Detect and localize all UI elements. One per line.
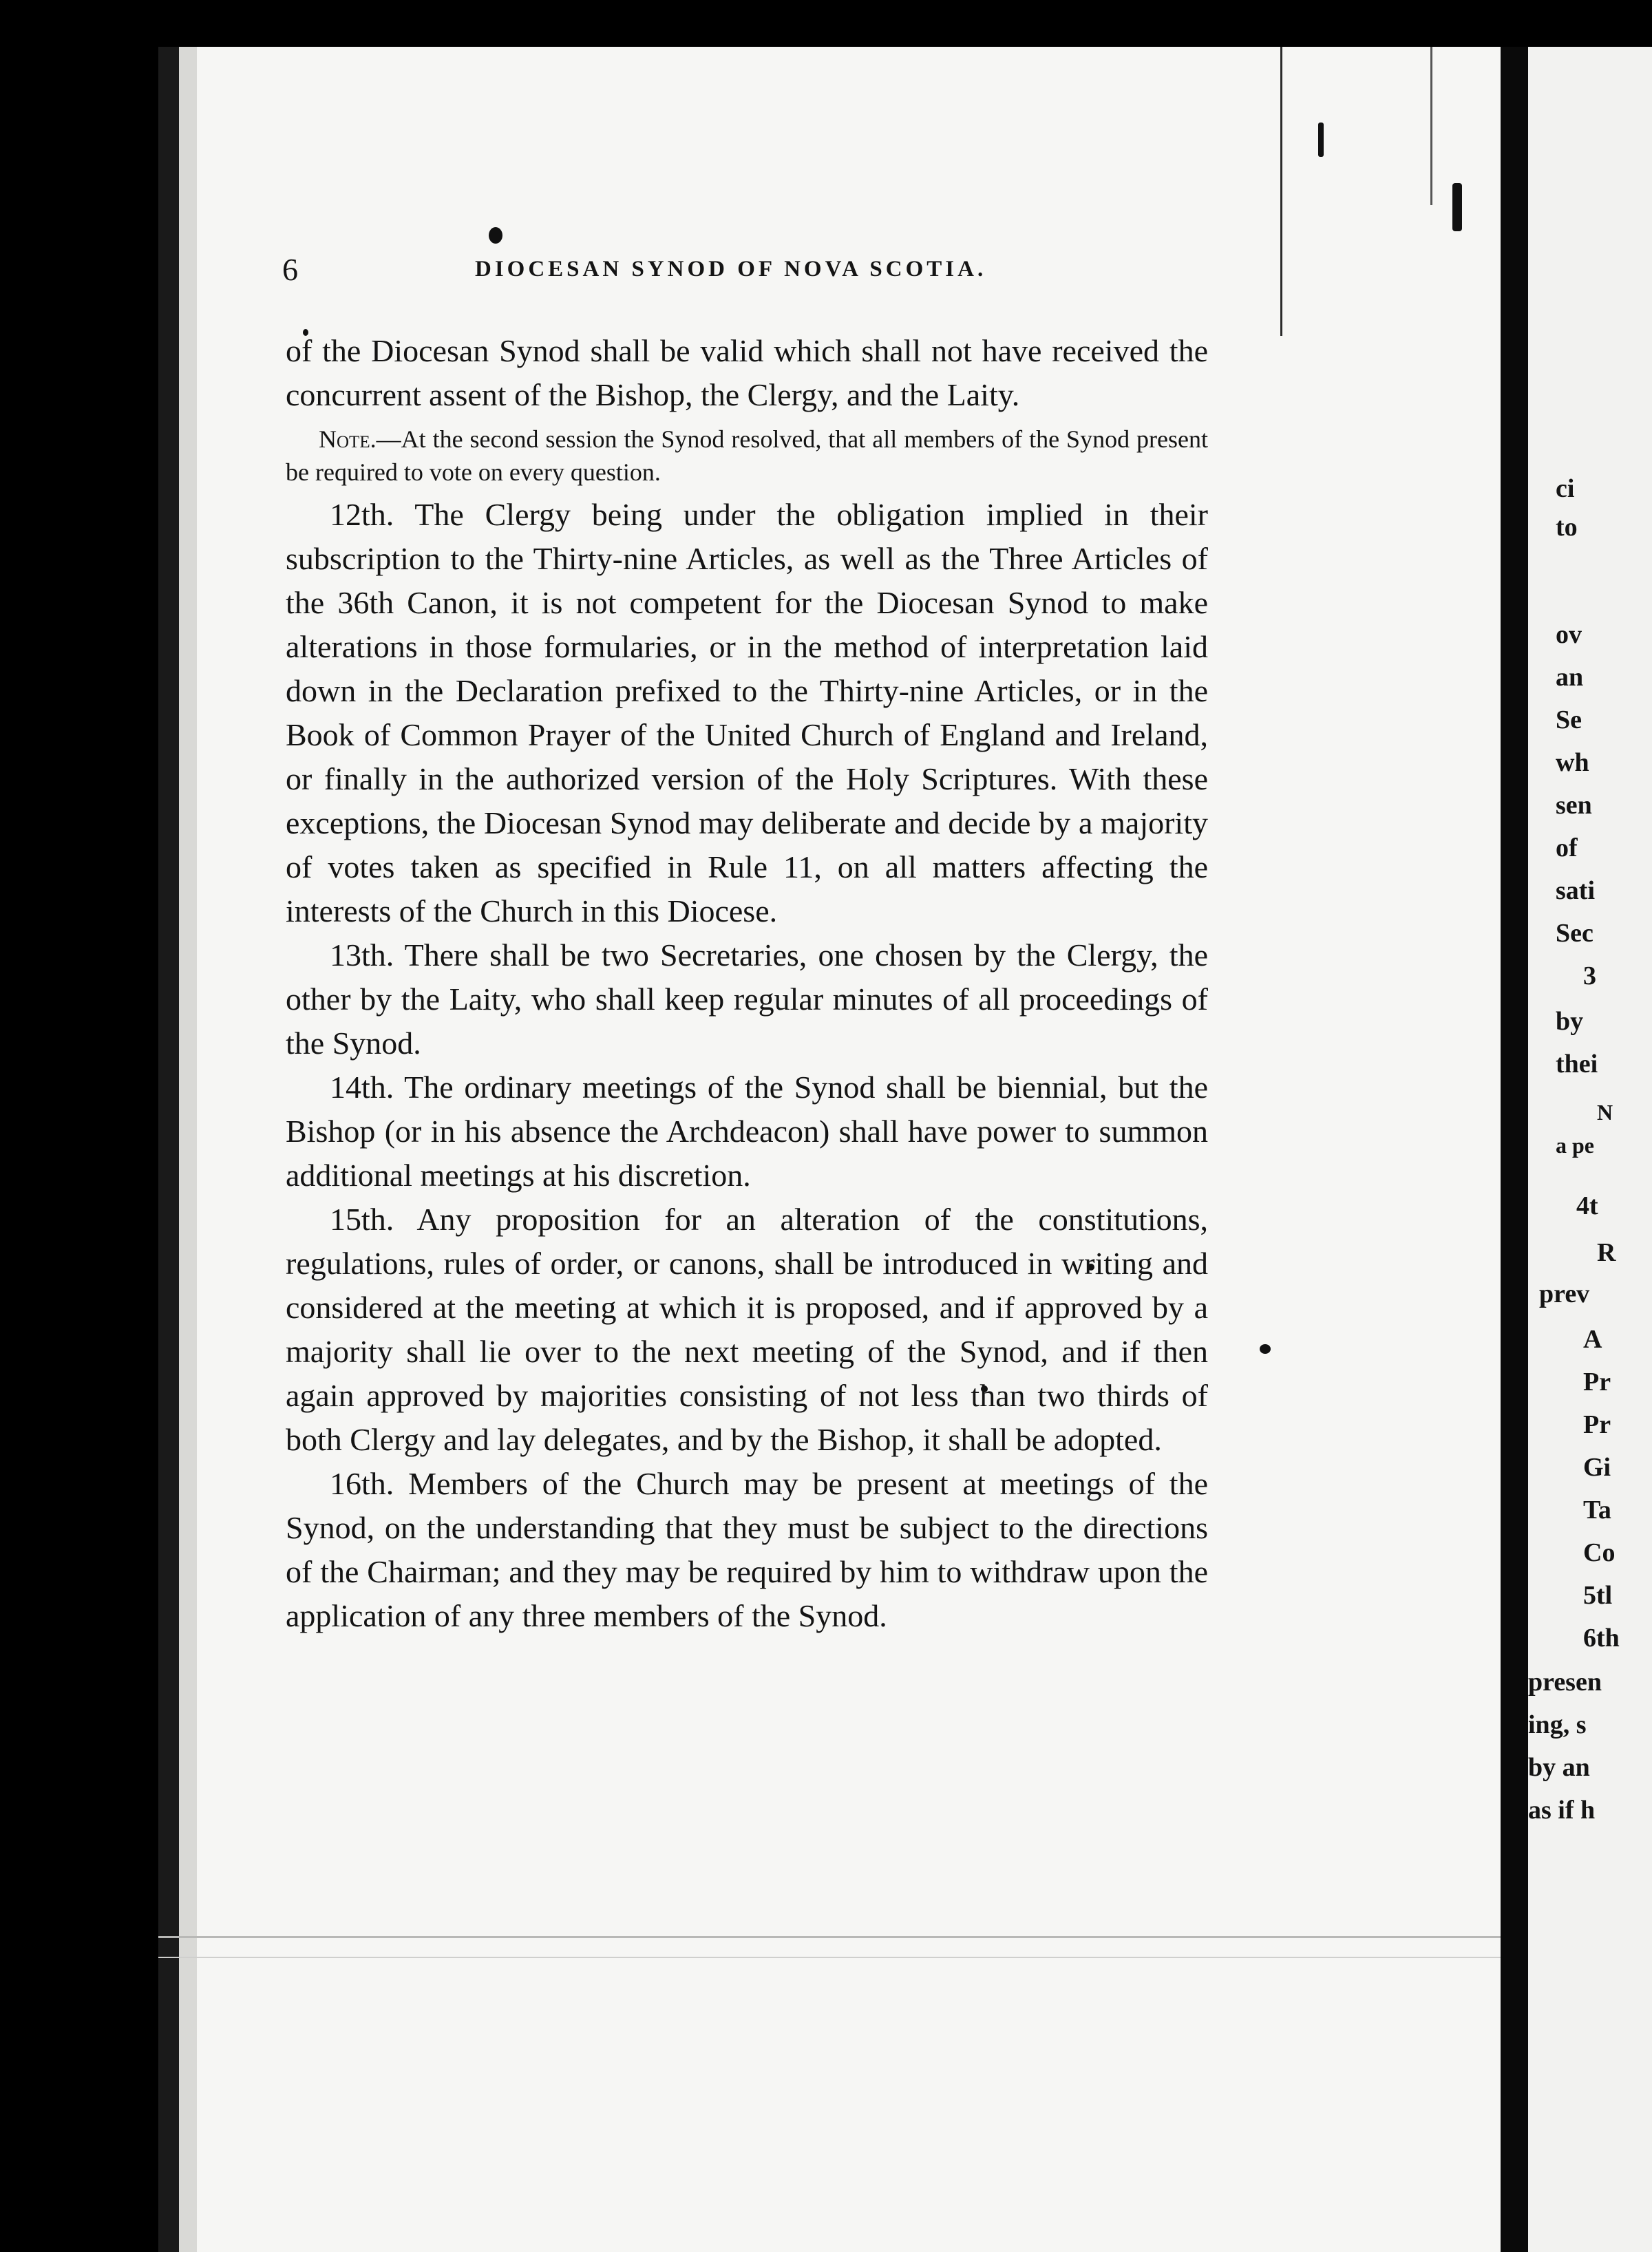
- facing-fragment: as if h: [1528, 1796, 1596, 1825]
- fold-line: [158, 1936, 1501, 1938]
- page-header: [282, 251, 1177, 286]
- fold-line: [158, 1957, 1501, 1958]
- facing-fragment: wh: [1556, 748, 1589, 777]
- facing-fragment: a pe: [1556, 1133, 1594, 1158]
- note-label: Note.: [319, 425, 377, 453]
- facing-fragment: A: [1583, 1325, 1602, 1354]
- note-text: —At the second session the Synod resolved, that all members of the Synod present be required to vote on every question.: [286, 425, 1208, 486]
- rule-14-paragraph: 14th. The ordinary meetings of the Synod shall be biennial, but the Bishop (or in his absence the Archdeacon) shall have power to summon additional meetings at his discretion.: [286, 1070, 1208, 1193]
- facing-fragment: ov: [1556, 620, 1582, 649]
- facing-fragment: 5tl: [1583, 1581, 1613, 1610]
- ink-speck: [1260, 1344, 1271, 1354]
- facing-fragment: 4t: [1576, 1191, 1598, 1220]
- facing-fragment: Pr: [1583, 1368, 1611, 1396]
- facing-fragment: by an: [1528, 1753, 1590, 1782]
- continued-paragraph: of the Diocesan Synod shall be valid which shall not have received the concurrent assent of the Bishop, the Clergy, and the Laity.: [286, 333, 1208, 412]
- facing-fragment: an: [1556, 663, 1584, 692]
- running-head: DIOCESAN SYNOD OF NOVA SCOTIA.: [475, 257, 987, 282]
- ink-speck: [1318, 123, 1324, 157]
- facing-fragment: sati: [1556, 876, 1595, 905]
- facing-fragment: Sec: [1556, 919, 1593, 948]
- facing-fragment: prev: [1539, 1279, 1590, 1308]
- facing-fragment: presen: [1528, 1668, 1602, 1697]
- ink-speck: [489, 227, 502, 244]
- ink-speck: [1452, 183, 1462, 231]
- page-margin-shadow: [179, 47, 197, 2252]
- facing-page: [1528, 47, 1652, 2252]
- rule-16-paragraph: 16th. Members of the Church may be present at meetings of the Synod, on the understanding that they must be subject to the directions of the Chairman; and they may be required by him to withdraw upon the application of any three members of the Synod.: [286, 1466, 1208, 1633]
- note-paragraph: [286, 423, 1208, 489]
- page-body: [286, 329, 1208, 1638]
- facing-fragment: 6th: [1583, 1624, 1620, 1653]
- crease-mark: [1280, 47, 1282, 336]
- facing-fragment: Se: [1556, 705, 1582, 734]
- facing-fragment: of: [1556, 833, 1578, 862]
- facing-fragment: N: [1597, 1100, 1613, 1125]
- facing-fragment: Gi: [1583, 1453, 1611, 1482]
- facing-fragment: Ta: [1583, 1496, 1611, 1525]
- book-gutter: [1501, 47, 1528, 2252]
- facing-fragment: ing, s: [1528, 1710, 1587, 1739]
- page-number: 6: [282, 252, 298, 287]
- rule-13-paragraph: 13th. There shall be two Secretaries, one chosen by the Clergy, the other by the Laity, who shall keep regular minutes of all proceedings of the Synod.: [286, 937, 1208, 1061]
- facing-fragment: R: [1597, 1238, 1616, 1267]
- facing-fragment: Co: [1583, 1538, 1616, 1567]
- rule-12-paragraph: 12th. The Clergy being under the obligation implied in their subscription to the Thirty-nine Articles, as well as the Three Articles of the 36th Canon, it is not competent for the Diocesan Synod to make alterations in those formularies, or in the method of interpretation laid down in the Declaration prefixed to the Thirty-nine Articles, or in the Book of Common Prayer of the United Church of England and Ireland, or finally in the authorized version of the Holy Scriptures. With these exceptions, the Diocesan Synod may deliberate and decide by a majority of votes taken as specified in Rule 11, on all matters affecting the interests of the Church in this Diocese.: [286, 497, 1208, 928]
- facing-fragment: thei: [1556, 1050, 1598, 1079]
- facing-fragment: to: [1556, 513, 1578, 542]
- facing-fragment: Pr: [1583, 1410, 1611, 1439]
- facing-fragment: sen: [1556, 791, 1592, 820]
- crease-mark: [1430, 47, 1432, 205]
- page-binding-edge: [158, 47, 179, 2252]
- facing-fragment: by: [1556, 1007, 1584, 1036]
- facing-fragment: ci: [1556, 474, 1575, 503]
- rule-15-paragraph: 15th. Any proposition for an alteration of the constitutions, regulations, rules of order, or canons, shall be introduced in writing and considered at the meeting at which it is proposed, and if approved by a majority shall lie over to the next meeting of the Synod, and if then again approved by majorities consisting of not less than two thirds of both Clergy and lay delegates, and by the Bishop, it shall be adopted.: [286, 1202, 1208, 1457]
- facing-fragment: 3: [1583, 962, 1596, 990]
